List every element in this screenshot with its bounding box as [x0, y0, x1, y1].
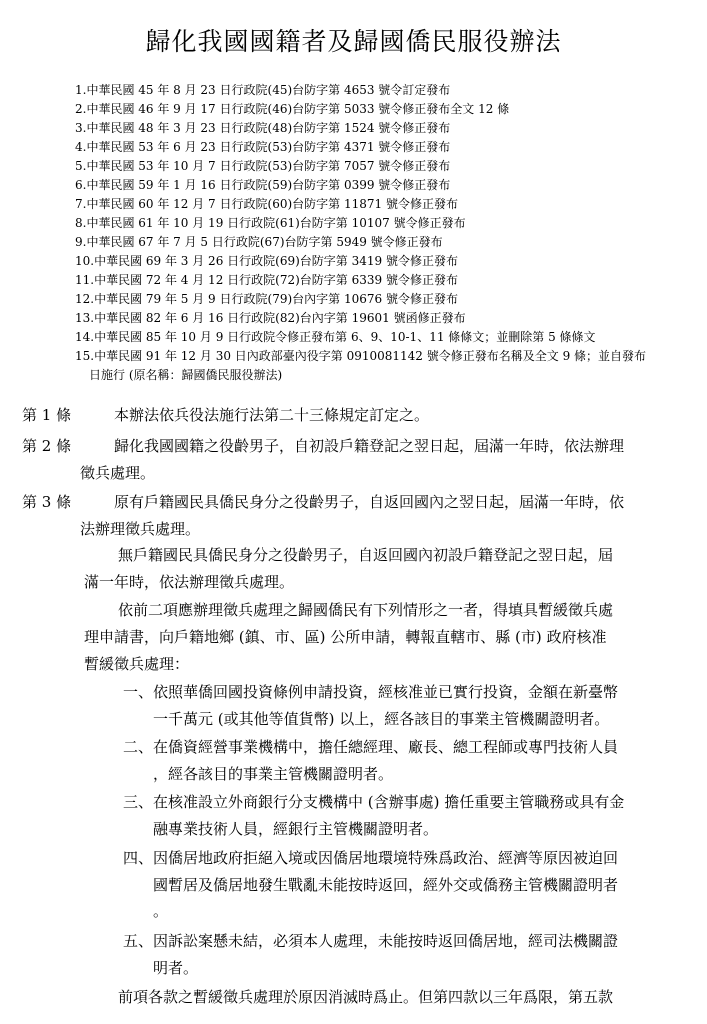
- history-item-continuation: 日施行 (原名稱：歸國僑民服役辦法): [89, 368, 283, 382]
- list-item: 一、依照華僑回國投資條例申請投資，經核准並已實行投資，金額在新臺幣: [123, 683, 619, 701]
- list-item-continuation: 國暫居及僑居地發生戰亂未能按時返回，經外交或僑務主管機關證明者: [153, 876, 619, 894]
- history-item: 11.中華民國 72 年 4 月 12 日行政院(72)台防字第 6339 號令修正發布: [75, 273, 458, 287]
- article-1-label: 第 1 條: [22, 406, 72, 424]
- history-item: 9.中華民國 67 年 7 月 5 日行政院(67)台防字第 5949 號令修正發布: [75, 235, 443, 249]
- list-item-continuation: ，經各該目的事業主管機關證明者。: [153, 765, 394, 783]
- article-3-text-line: 理申請書，向戶籍地鄉 (鎮、市、區) 公所申請，轉報直轄市、縣 (市) 政府核准: [84, 628, 607, 646]
- history-item: 4.中華民國 53 年 6 月 23 日行政院(53)台防字第 4371 號令修正發布: [75, 140, 451, 154]
- article-3-text-line: 無戶籍國民具僑民身分之役齡男子，自返回國內初設戶籍登記之翌日起，屆: [118, 546, 614, 564]
- article-3-text-line: 依前二項應辦理徵兵處理之歸國僑民有下列情形之一者，得填具暫緩徵兵處: [118, 601, 614, 619]
- list-item: 三、在核准設立外商銀行分支機構中 (含辦事處) 擔任重要主管職務或具有金: [123, 793, 625, 811]
- list-item: 二、在僑資經營事業機構中，擔任總經理、廠長、總工程師或專門技術人員: [123, 738, 619, 756]
- page-title: 歸化我國國籍者及歸國僑民服役辦法: [145, 27, 562, 56]
- article-3-text-line: 法辦理徵兵處理。: [80, 520, 201, 538]
- article-2-text-line: 歸化我國國籍之役齡男子，自初設戶籍登記之翌日起，屆滿一年時，依法辦理: [114, 437, 625, 455]
- history-item: 3.中華民國 48 年 3 月 23 日行政院(48)台防字第 1524 號令修正發布: [75, 121, 451, 135]
- list-item: 四、因僑居地政府拒絕入境或因僑居地環境特殊爲政治、經濟等原因被迫回: [123, 849, 619, 867]
- article-3-text-line: 滿一年時，依法辦理徵兵處理。: [84, 573, 295, 591]
- list-item-continuation: 融專業技術人員，經銀行主管機關證明者。: [153, 820, 439, 838]
- history-item: 14.中華民國 85 年 10 月 9 日行政院令修正發布第 6、9、10-1、11 條條文；並刪除第 5 條條文: [75, 330, 596, 344]
- article-3-label: 第 3 條: [22, 493, 72, 511]
- history-item: 7.中華民國 60 年 12 月 7 日行政院(60)台防字第 11871 號令修正發布: [75, 197, 458, 211]
- article-2-text-line: 徵兵處理。: [80, 464, 156, 482]
- history-item: 1.中華民國 45 年 8 月 23 日行政院(45)台防字第 4653 號令訂定發布: [75, 83, 451, 97]
- list-item-continuation: 。: [153, 902, 169, 920]
- history-item: 5.中華民國 53 年 10 月 7 日行政院(53)台防字第 7057 號令修正發布: [75, 159, 451, 173]
- history-item: 12.中華民國 79 年 5 月 9 日行政院(79)台內字第 10676 號令修正發布: [75, 292, 458, 306]
- history-item: 8.中華民國 61 年 10 月 19 日行政院(61)台防字第 10107 號令修正發布: [75, 216, 466, 230]
- history-item: 13.中華民國 82 年 6 月 16 日行政院(82)台內字第 19601 號函修正發布: [75, 311, 466, 325]
- article-3-text-line: 暫緩徵兵處理：: [84, 655, 190, 673]
- history-item: 6.中華民國 59 年 1 月 16 日行政院(59)台防字第 0399 號令修正發布: [75, 178, 451, 192]
- list-item-continuation: 一千萬元 (或其他等值貨幣) 以上，經各該目的事業主管機關證明者。: [153, 710, 610, 728]
- history-item: 10.中華民國 69 年 3 月 26 日行政院(69)台防字第 3419 號令修正發布: [75, 254, 458, 268]
- article-2-label: 第 2 條: [22, 437, 72, 455]
- history-item: 2.中華民國 46 年 9 月 17 日行政院(46)台防字第 5033 號令修正發布全文 12 條: [75, 102, 510, 116]
- amendment-history: [75, 81, 695, 385]
- article-3-text-line: 原有戶籍國民具僑民身分之役齡男子，自返回國內之翌日起，屆滿一年時，依: [114, 493, 625, 511]
- history-item: 15.中華民國 91 年 12 月 30 日內政部臺內役字第 0910081142 號令修正發布名稱及全文 9 條；並自發布: [75, 349, 647, 363]
- list-item-continuation: 明者。: [153, 959, 199, 977]
- article-1-text: 本辦法依兵役法施行法第二十三條規定訂定之。: [114, 406, 430, 424]
- list-item: 五、因訴訟案懸未結，必須本人處理，未能按時返回僑居地，經司法機關證: [123, 932, 619, 950]
- article-3-text-line: 前項各款之暫緩徵兵處理於原因消滅時爲止。但第四款以三年爲限，第五款: [118, 988, 614, 1006]
